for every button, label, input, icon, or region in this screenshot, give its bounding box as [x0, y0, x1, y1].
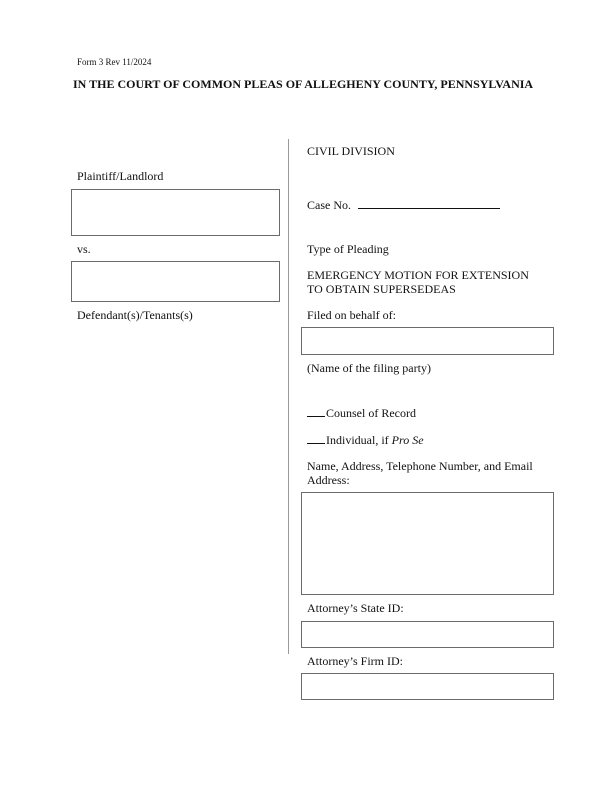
pleading-title-line1: EMERGENCY MOTION FOR EXTENSION	[307, 268, 529, 282]
individual-pro-se-checkbox[interactable]	[307, 443, 325, 444]
firm-id-label: Attorney’s Firm ID:	[307, 654, 403, 668]
defendant-field[interactable]	[71, 261, 280, 302]
firm-id-field[interactable]	[301, 673, 554, 700]
vs-label: vs.	[77, 242, 91, 256]
contact-label-line2: Address:	[307, 473, 350, 487]
court-title: IN THE COURT OF COMMON PLEAS OF ALLEGHENY COUNTY, PENNSYLVANIA	[73, 77, 534, 91]
pleading-title-line2: TO OBTAIN SUPERSEDEAS	[307, 282, 456, 296]
contact-info-input[interactable]	[302, 493, 553, 594]
state-id-input[interactable]	[302, 622, 553, 647]
defendant-input[interactable]	[72, 262, 279, 301]
plaintiff-input[interactable]	[72, 190, 279, 235]
defendant-label: Defendant(s)/Tenants(s)	[77, 308, 193, 322]
type-of-pleading-label: Type of Pleading	[307, 242, 389, 256]
filed-on-behalf-label: Filed on behalf of:	[307, 308, 396, 322]
form-number: Form 3 Rev 11/2024	[77, 57, 152, 67]
counsel-of-record-option[interactable]	[307, 406, 416, 420]
firm-id-input[interactable]	[302, 674, 553, 699]
plaintiff-label: Plaintiff/Landlord	[77, 169, 164, 183]
plaintiff-field[interactable]	[71, 189, 280, 236]
individual-pro-se-option[interactable]	[307, 433, 424, 447]
filed-on-behalf-input[interactable]	[302, 328, 553, 354]
contact-label-line1: Name, Address, Telephone Number, and Email	[307, 459, 533, 473]
counsel-of-record-label: Counsel of Record	[326, 406, 416, 420]
state-id-field[interactable]	[301, 621, 554, 648]
state-id-label: Attorney’s State ID:	[307, 601, 404, 615]
counsel-of-record-checkbox[interactable]	[307, 416, 325, 417]
case-number-label: Case No.	[307, 198, 351, 212]
case-number-field[interactable]	[358, 196, 500, 209]
column-divider	[288, 139, 289, 654]
contact-info-field[interactable]	[301, 492, 554, 595]
pro-se-label: Pro Se	[391, 433, 424, 447]
filed-on-behalf-field[interactable]	[301, 327, 554, 355]
civil-division-label: CIVIL DIVISION	[307, 144, 395, 158]
filing-party-caption: (Name of the filing party)	[307, 361, 431, 375]
case-number-row	[307, 196, 500, 212]
individual-label: Individual, if	[326, 433, 392, 447]
